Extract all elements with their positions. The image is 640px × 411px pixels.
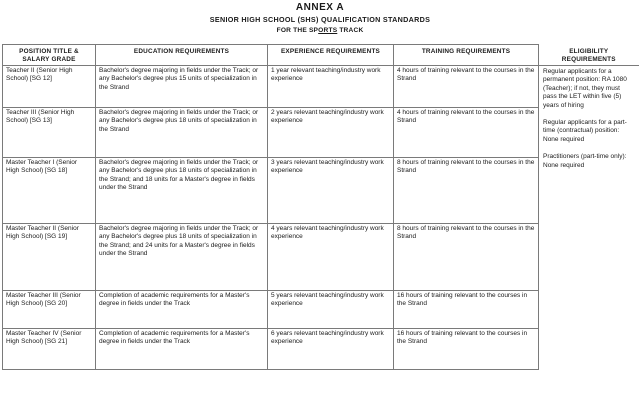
- cell-experience: 2 years relevant teaching/industry work experience: [268, 108, 394, 158]
- track-suffix: TRACK: [337, 27, 364, 34]
- cell-position: Teacher III (Senior High School) [SG 13]: [3, 108, 96, 158]
- col-header-position: POSITION TITLE & SALARY GRADE: [3, 45, 96, 66]
- cell-training: 16 hours of training relevant to the courses in the Strand: [394, 291, 539, 329]
- track-prefix: FOR THE SP: [276, 27, 319, 34]
- track-subtitle: [0, 26, 640, 36]
- cell-education: Bachelor's degree majoring in fields under the Track; or any Bachelor's degree plus 18 units of specialization in the Strand: [96, 108, 268, 158]
- eligibility-permanent: Regular applicants for a permanent position: RA 1080 (Teacher); if not, they must pass the LET within five (5) years of hiring: [543, 68, 627, 109]
- cell-experience: 5 years relevant teaching/industry work experience: [268, 291, 394, 329]
- cell-education: Completion of academic requirements for a Master's degree in fields under the Track: [96, 291, 268, 329]
- cell-training: 16 hours of training relevant to the courses in the Strand: [394, 329, 539, 370]
- cell-education: Bachelor's degree majoring in fields under the Track; or any Bachelor's degree plus 18 units of specialization in the Strand; and 24 units for a Master's degree in fields under the Strand: [96, 224, 268, 291]
- eligibility-practitioners: Practitioners (part-time only): None required: [543, 153, 627, 169]
- eligibility-part-time: Regular applicants for a part-time (contractual) position: None required: [543, 119, 627, 143]
- cell-eligibility: [539, 66, 639, 370]
- cell-experience: 1 year relevant teaching/industry work experience: [268, 66, 394, 108]
- col-header-education: EDUCATION REQUIREMENTS: [96, 45, 268, 66]
- cell-experience: 3 years relevant teaching/industry work experience: [268, 158, 394, 224]
- col-header-experience: EXPERIENCE REQUIREMENTS: [268, 45, 394, 66]
- cell-training: 4 hours of training relevant to the courses in the Strand: [394, 108, 539, 158]
- cell-experience: 4 years relevant teaching/industry work experience: [268, 224, 394, 291]
- cell-education: Completion of academic requirements for a Master's degree in fields under the Track: [96, 329, 268, 370]
- cell-position: Teacher II (Senior High School) [SG 12]: [3, 66, 96, 108]
- cell-training: 8 hours of training relevant to the courses in the Strand: [394, 224, 539, 291]
- cell-education: Bachelor's degree majoring in fields under the Track; or any Bachelor's degree plus 15 units of specialization in the Strand: [96, 66, 268, 108]
- col-header-training: TRAINING REQUIREMENTS: [394, 45, 539, 66]
- table-header-row: [3, 45, 639, 66]
- annex-label: ANNEX A: [295, 2, 345, 13]
- document-title: SENIOR HIGH SCHOOL (SHS) QUALIFICATION STANDARDS: [209, 15, 431, 24]
- table-row: [3, 66, 639, 108]
- document-header: [0, 0, 640, 36]
- cell-education: Bachelor's degree majoring in fields under the Track; or any Bachelor's degree plus 18 units of specialization in the Strand; and 18 units for a Master's degree in fields under the Strand: [96, 158, 268, 224]
- track-underlined: ORTS: [318, 27, 338, 34]
- cell-training: 8 hours of training relevant to the courses in the Strand: [394, 158, 539, 224]
- cell-experience: 6 years relevant teaching/industry work experience: [268, 329, 394, 370]
- cell-position: Master Teacher I (Senior High School) [SG 18]: [3, 158, 96, 224]
- cell-position: Master Teacher II (Senior High School) [SG 19]: [3, 224, 96, 291]
- cell-training: 4 hours of training relevant to the courses in the Strand: [394, 66, 539, 108]
- cell-position: Master Teacher IV (Senior High School) [SG 21]: [3, 329, 96, 370]
- col-header-eligibility: ELIGIBILITY REQUIREMENTS: [539, 45, 639, 66]
- cell-position: Master Teacher III (Senior High School) [SG 20]: [3, 291, 96, 329]
- qualification-table: [2, 44, 639, 370]
